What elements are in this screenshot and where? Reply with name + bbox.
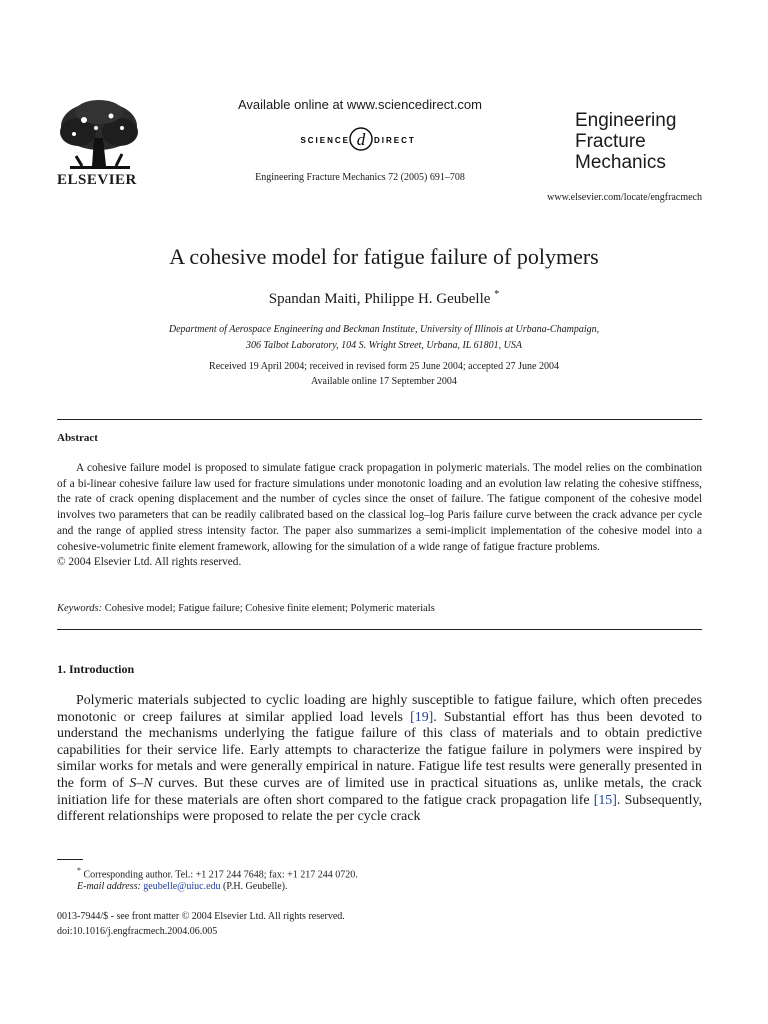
article-authors	[0, 289, 768, 308]
intro-text-part3: curves. But these curves are of limited use in practical situations as, unlike metals, the crack initiation life for these materials are often short compared to the fatigue crack propagation life	[57, 775, 702, 808]
footnote-corresponding	[77, 866, 358, 880]
email-link[interactable]: geubelle@uiuc.edu	[143, 881, 221, 892]
footnote-mark: *	[77, 866, 81, 875]
abstract-top-rule	[57, 419, 702, 420]
reference-link-19[interactable]: [19]	[410, 709, 434, 725]
section-heading-introduction: 1. Introduction	[57, 662, 135, 676]
affiliation	[90, 322, 678, 354]
abstract-body	[57, 461, 702, 571]
sn-curve-term: S–N	[129, 775, 153, 791]
sciencedirect-right-text: DIRECT	[374, 136, 416, 145]
intro-text-part4: . Subsequently, different relationships were proposed to relate the per cycle crack	[57, 792, 702, 825]
introduction-body	[57, 693, 702, 826]
intro-text-part1: Polymeric materials subjected to cyclic loading are highly susceptible to fatigue failure, which often precedes monotonic or creep failures at similar applied load levels	[57, 693, 702, 725]
reference-link-15[interactable]: [15]	[593, 792, 617, 808]
sciencedirect-logo	[240, 124, 480, 154]
article-dates	[90, 359, 678, 389]
sciencedirect-left-text: SCIENCE	[300, 136, 350, 145]
footnote-email	[77, 881, 287, 892]
footnote-rule	[57, 859, 83, 860]
author-names: Spandan Maiti, Philippe H. Geubelle	[268, 291, 491, 307]
journal-url-link[interactable]: www.elsevier.com/locate/engfracmech	[547, 192, 702, 203]
journal-citation: Engineering Fracture Mechanics 72 (2005) 691–708	[255, 172, 465, 183]
journal-title-line1: Engineering	[575, 110, 677, 131]
svg-text:d: d	[356, 130, 366, 149]
journal-title-line3: Mechanics	[575, 152, 666, 173]
available-online-date: Available online 17 September 2004	[311, 376, 457, 387]
keywords-text: Cohesive model; Fatigue failure; Cohesive finite element; Polymeric materials	[104, 603, 435, 614]
affiliation-line1: Department of Aerospace Engineering and Beckman Institute, University of Illinois at Urbana-Champaign,	[168, 324, 600, 335]
publisher-name: ELSEVIER	[57, 172, 137, 188]
footnote-corresponding-text: Corresponding author. Tel.: +1 217 244 7648; fax: +1 217 244 0720.	[83, 869, 358, 881]
journal-title-line2: Fracture	[575, 131, 646, 152]
affiliation-line2: 306 Talbot Laboratory, 104 S. Wright Street, Urbana, IL 61801, USA	[245, 340, 523, 351]
keywords	[57, 603, 435, 614]
corresponding-author-mark[interactable]: *	[494, 289, 500, 300]
email-label: E-mail address:	[77, 881, 141, 892]
received-dates: Received 19 April 2004; received in revised form 25 June 2004; accepted 27 June 2004	[209, 361, 559, 372]
journal-title	[575, 110, 676, 173]
email-suffix: (P.H. Geubelle).	[223, 881, 288, 892]
abstract-copyright: © 2004 Elsevier Ltd. All rights reserved.	[57, 556, 242, 569]
front-matter: 0013-7944/$ - see front matter © 2004 Elsevier Ltd. All rights reserved.	[57, 911, 345, 922]
introduction-paragraph	[57, 693, 702, 826]
abstract-bottom-rule	[57, 629, 702, 630]
article-title: A cohesive model for fatigue failure of polymers	[169, 244, 599, 269]
abstract-heading: Abstract	[57, 432, 98, 444]
doi: doi:10.1016/j.engfracmech.2004.06.005	[57, 926, 218, 937]
abstract-text: A cohesive failure model is proposed to simulate fatigue crack propagation in polymeric materials. The model relies on the combination of a bi-linear cohesive failure law used for fracture simulations under monotonic loading and an evolution law relating the cohesive stiffness, the rate of crack opening displacement and the number of cycles since the onset of failure. The fatigue component of the cohesive model involves two parameters that can be readily calibrated based on the classical log–log Paris failure curve between the crack advance per cycle and the range of applied stress intensity factor. The paper also summarizes a semi-implicit implementation of the cohesive model into a cohesive-volumetric finite element framework, allowing for the simulation of a wide range of fatigue fracture problems.	[57, 462, 702, 553]
available-online-text: Available online at www.sciencedirect.com	[238, 97, 482, 112]
keywords-label: Keywords:	[57, 603, 103, 614]
intro-text-part2: . Substantial effort has thus been devoted to understand the mechanisms underlying the fatigue failure of this class of materials and to obtain predictive capabilities for their service life. Early attempts to characterize the fatigue failure in polymers were inspired by similar works for metals and were generally empirical in nature. Fatigue life test results were generally presented in the form of	[57, 709, 703, 791]
